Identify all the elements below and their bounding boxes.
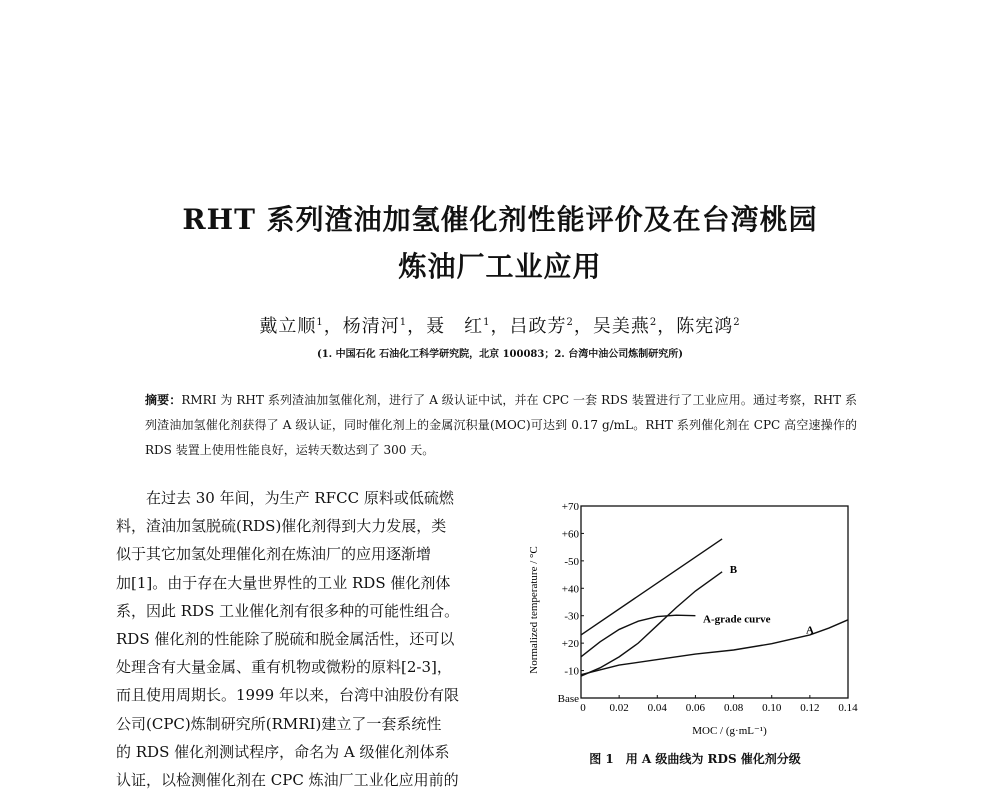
body-text [116, 484, 466, 794]
author: 杨清河 [342, 316, 400, 337]
body-line: 处理含有大量金属、重有机物或微粉的原料[2-3]， [116, 658, 452, 677]
body-line: 系，因此 RDS 工业催化剂有很多种的可能性组合。 [116, 601, 460, 620]
title-line-2: 炼油厂工业应用 [398, 250, 602, 283]
y-tick-label: +20 [561, 638, 579, 651]
x-tick-label: 0 [580, 702, 586, 714]
y-tick-label: Base [557, 693, 579, 705]
figure-1-chart [515, 495, 875, 745]
figure-caption: 图 1 用 A 级曲线为 RDS 催化剂分级 [589, 752, 801, 766]
y-axis-label: Normalized temperature / °C [528, 546, 540, 674]
body-line: 料，渣油加氢脱硫(RDS)催化剂得到大力发展，类 [116, 517, 447, 536]
x-tick-label: 0.12 [800, 702, 820, 714]
y-tick-label: +40 [561, 583, 579, 596]
abstract-label: 摘要： [145, 393, 182, 407]
author: 陈宪鸿 [676, 316, 734, 337]
author: 吴美燕 [592, 316, 650, 337]
x-tick-label: 0.04 [647, 702, 667, 714]
author-list: 戴立顺$^1$，杨清河$^1$，聂 红$^1$，吕政芳$^2$，吴美燕$^2$，陈宪鸿$^2$ [259, 316, 741, 337]
author-affiliation-mark: 2 [566, 317, 574, 328]
body-line: 加[1]。由于存在大量世界性的工业 RDS 催化剂体 [116, 573, 451, 592]
affiliation: (1. 中国石化 石油化工科学研究院，北京 100083；2. 台湾中油公司炼制研究所) [316, 349, 683, 360]
body-line: 的 RDS 催化剂测试程序，命名为 A 级催化剂体系 [116, 742, 450, 761]
author-affiliation-mark: 1 [483, 317, 491, 328]
x-tick-label: 0.08 [723, 702, 744, 714]
body-line: 公司(CPC)炼制研究所(RMRI)建立了一套系统性 [116, 714, 442, 733]
body-line: 在过去 30 年间，为生产 RFCC 原料或低硫燃 [116, 489, 454, 507]
body-line: RDS 催化剂的性能除了脱硫和脱金属活性，还可以 [116, 630, 455, 649]
title-line-1: RHT 系列渣油加氢催化剂性能评价及在台湾桃园 [182, 203, 818, 236]
body-line: 认证，以检测催化剂在 CPC 炼油厂工业化应用前的 [116, 771, 459, 790]
series-label: B [729, 564, 738, 577]
series-label: A [806, 624, 814, 637]
author-affiliation-mark: 1 [316, 317, 324, 328]
author-affiliation-mark: 2 [733, 317, 741, 328]
x-tick-label: 0.10 [762, 702, 782, 714]
author: 戴立顺 [259, 316, 317, 337]
x-axis-label: MOC / (g·mL⁻¹) [692, 725, 767, 737]
plot-frame [581, 506, 848, 698]
series-label: A-grade curve [703, 613, 771, 626]
body-line: 似于其它加氢处理催化剂在炼油厂的应用逐渐增 [116, 545, 432, 564]
y-tick-label: -50 [564, 555, 579, 568]
body-line: 而且使用周期长。1999 年以来，台湾中油股份有限 [116, 686, 459, 705]
y-tick-label: +60 [561, 528, 579, 541]
author: 聂 红 [426, 316, 484, 337]
author-affiliation-mark: 1 [399, 317, 408, 328]
series-line-a-grade-curve [581, 615, 695, 657]
x-tick-label: 0.06 [685, 702, 706, 714]
x-tick-label: 0.14 [838, 702, 858, 714]
abstract-text: RMRI 为 RHT 系列渣油加氢催化剂，进行了 A 级认证中试，并在 CPC 一套 RDS 装置进行了工业应用。通过考察，RHT 系列渣油加氢催化剂获得了 A 级认证，同时催化剂上的金属沉积量(MOC)可达到 0.17 g/mL。RHT 系列催化剂在 CPC 高空速操作的 RDS 装置上使用性能良好，运转天数达到了 300 天。 [145, 393, 857, 457]
abstract [145, 388, 857, 463]
y-tick-label: +70 [561, 501, 579, 513]
y-tick-label: -10 [564, 665, 579, 678]
author: 吕政芳 [509, 316, 567, 337]
author-affiliation-mark: 2 [649, 317, 658, 328]
y-tick-label: -30 [564, 610, 579, 623]
x-tick-label: 0.02 [609, 702, 629, 714]
